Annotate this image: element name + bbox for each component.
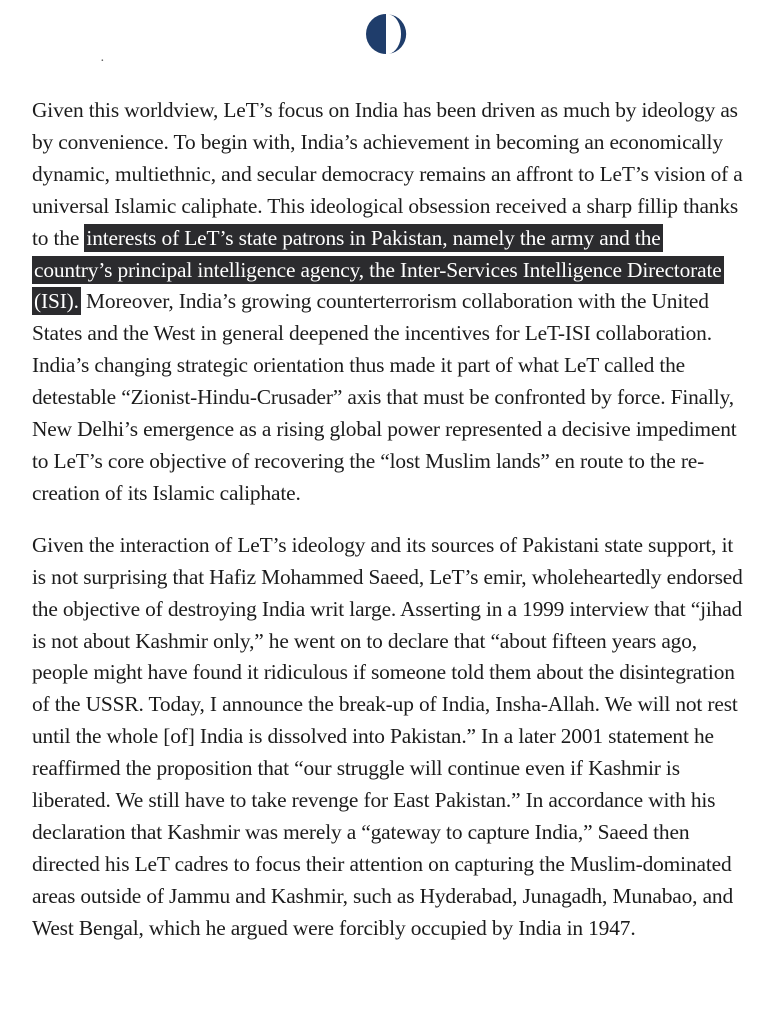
- highlighted-passage[interactable]: interests of LeT’s state patrons in Pakistan, namely the army and the country’s principal intelligence agency, the Inter-Services Intelligence Directorate (ISI).: [34, 225, 722, 314]
- half-circle-logo-icon[interactable]: [365, 13, 407, 55]
- paragraph-1-text-before: Given this worldview, LeT’s focus on India has been driven as much by ideology as by convenience. To begin with, India’s achievement in becoming an economically dynamic, multiethnic, and secular democracy remains an affront to LeT’s vision of a universal Islamic caliphate. This ideological obsession received a sharp fillip thanks to the: [32, 98, 743, 250]
- paragraph-1: [32, 95, 744, 510]
- clipped-text-mark: ·: [100, 54, 105, 69]
- paragraph-2: Given the interaction of LeT’s ideology and its sources of Pakistani state support, it is not surprising that Hafiz Mohammed Saeed, LeT’s emir, wholeheartedly endorsed the objective of destroying India writ large. Asserting in a 1999 interview that “jihad is not about Kashmir only,” he went on to declare that “about fifteen years ago, people might have found it ridiculous if someone told them about the disintegration of the USSR. Today, I announce the break-up of India, Insha-Allah. We will not rest until the whole [of] India is dissolved into Pakistan.” In a later 2001 statement he reaffirmed the proposition that “our struggle will continue even if Kashmir is liberated. We still have to take revenge for East Pakistan.” In accordance with his declaration that Kashmir was merely a “gateway to capture India,” Saeed then directed his LeT cadres to focus their attention on capturing the Muslim-dominated areas outside of Jammu and Kashmir, such as Hyderabad, Junagadh, Munabao, and West Bengal, which he argued were forcibly occupied by India in 1947.: [32, 532, 743, 940]
- top-bar: [0, 0, 771, 62]
- article-body: [32, 95, 744, 945]
- paragraph-1-text-after: Moreover, India’s growing counterterrorism collaboration with the United States and the West in general deepened the incentives for LeT-ISI collaboration. India’s changing strategic orientation thus made it part of what LeT called the detestable “Zionist-Hindu-Crusader” axis that must be confronted by force. Finally, New Delhi’s emergence as a rising global power represented a decisive impediment to LeT’s core objective of recovering the “lost Muslim lands” en route to the re-creation of its Islamic caliphate.: [32, 289, 737, 505]
